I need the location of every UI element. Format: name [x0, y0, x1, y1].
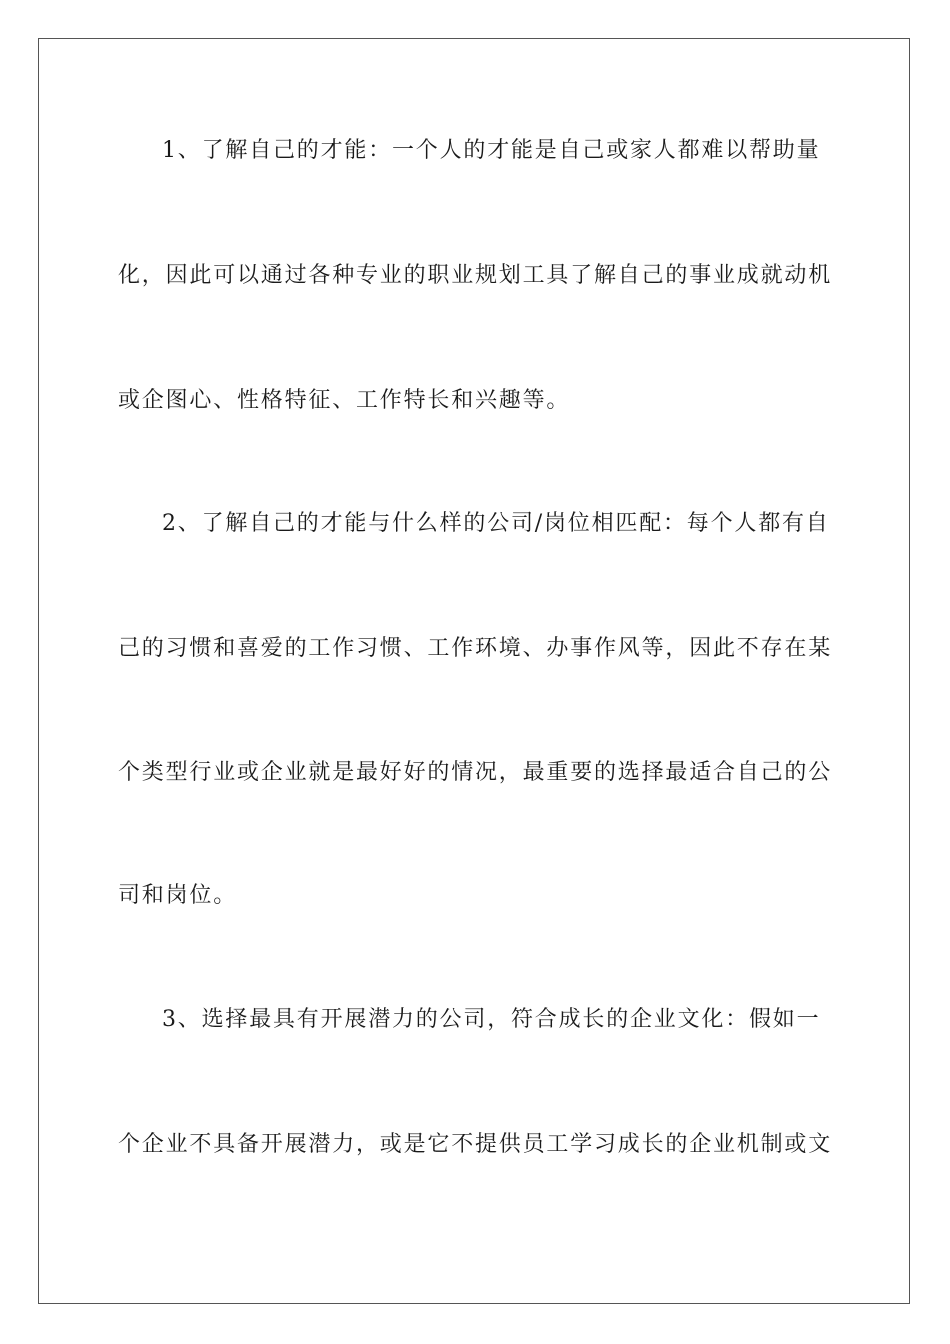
paragraph-1-line-1: 1、了解自己的才能：一个人的才能是自己或家人都难以帮助量: [162, 138, 821, 163]
paragraph-1-line-3: 或企图心、性格特征、工作特长和兴趣等。: [118, 388, 571, 413]
page-frame: [38, 38, 910, 1304]
paragraph-1-line-2: 化，因此可以通过各种专业的职业规划工具了解自己的事业成就动机: [118, 263, 833, 288]
paragraph-2-line-2: 己的习惯和喜爱的工作习惯、工作环境、办事作风等，因此不存在某: [118, 636, 833, 661]
paragraph-3-line-1: 3、选择最具有开展潜力的公司，符合成长的企业文化：假如一: [162, 1007, 821, 1032]
paragraph-2-line-4: 司和岗位。: [118, 883, 238, 908]
paragraph-2-line-3: 个类型行业或企业就是最好好的情况，最重要的选择最适合自己的公: [118, 760, 833, 785]
paragraph-3-line-2: 个企业不具备开展潜力，或是它不提供员工学习成长的企业机制或文: [118, 1132, 833, 1157]
paragraph-2-line-1: 2、了解自己的才能与什么样的公司/岗位相匹配：每个人都有自: [162, 511, 830, 536]
